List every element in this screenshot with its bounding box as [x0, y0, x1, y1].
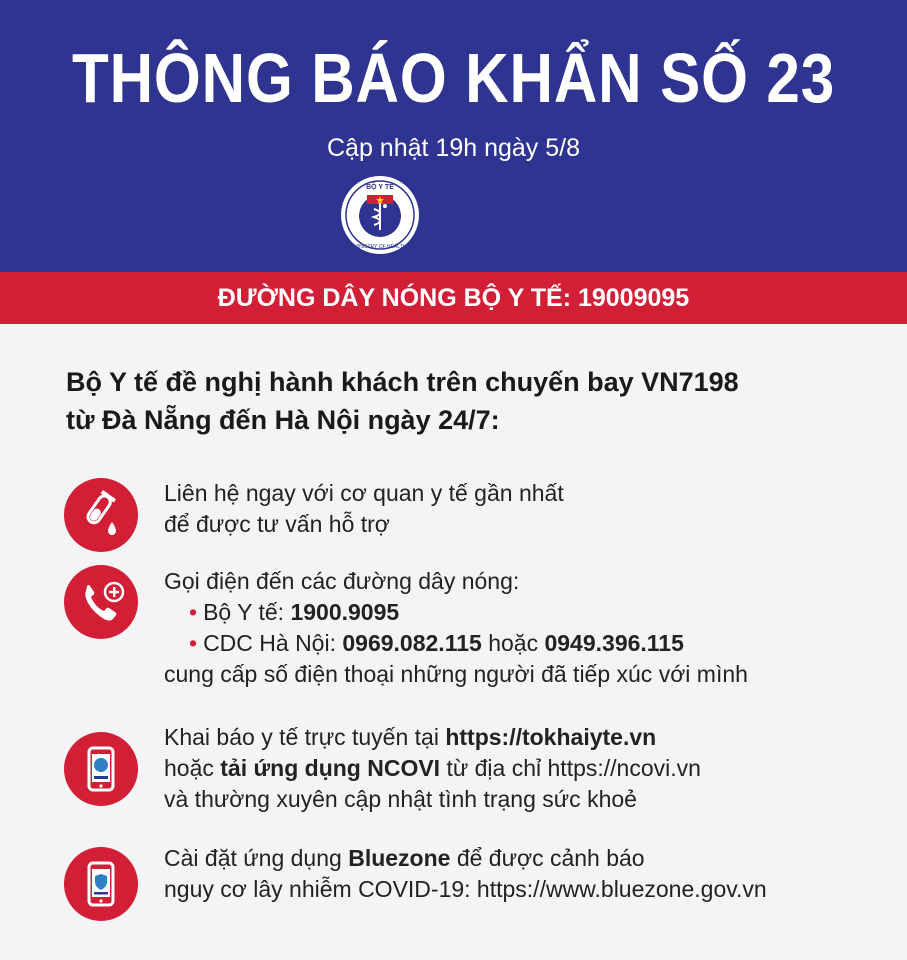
- header-banner: [0, 0, 907, 272]
- item-1-line-1: Liên hệ ngay với cơ quan y tế gần nhất: [164, 480, 564, 506]
- bullet-1-label: Bộ Y tế:: [203, 599, 291, 625]
- tokhaiyte-link[interactable]: https://tokhaiyte.vn: [445, 724, 657, 750]
- ministry-of-health-logo: [340, 175, 420, 255]
- logo-top-text: BỘ Y TẾ: [366, 184, 394, 191]
- bullet-1-number: 1900.9095: [290, 599, 400, 625]
- update-timestamp: Cập nhật 19h ngày 5/8: [327, 134, 580, 162]
- item-3-line-2: [164, 753, 701, 784]
- bluezone-app-label: Bluezone: [348, 845, 451, 871]
- intro-heading: [66, 363, 739, 439]
- item-3-line-1-prefix: Khai báo y tế trực tuyến tại: [164, 724, 446, 750]
- item-2-line-last: cung cấp số điện thoại những người đã tiếp xúc với mình: [164, 661, 748, 687]
- mobile-app-bluezone-icon: [64, 847, 138, 921]
- item-3-line-3: và thường xuyên cập nhật tình trạng sức khoẻ: [164, 786, 637, 812]
- test-tube-blood-icon: [64, 478, 138, 552]
- item-4-text: [164, 843, 767, 905]
- hotline-bullet-cdc: [164, 628, 748, 659]
- item-3-line-1: [164, 722, 701, 753]
- hotline-bar: ĐƯỜNG DÂY NÓNG BỘ Y TẾ: 19009095: [0, 272, 907, 324]
- item-4-line-2: nguy cơ lây nhiễm COVID-19: https://www.bluezone.gov.vn: [164, 876, 767, 902]
- item-4-line-1-suffix: để được cảnh báo: [450, 845, 645, 871]
- bullet-2-number-2: 0949.396.115: [544, 630, 684, 656]
- bullet-icon: •: [189, 599, 198, 625]
- item-1-line-2: để được tư vấn hỗ trợ: [164, 511, 390, 537]
- item-1-text: [164, 478, 564, 540]
- phone-medical-icon: [64, 565, 138, 639]
- bullet-2-label: CDC Hà Nội:: [203, 630, 343, 656]
- item-3-line-2-prefix: hoặc: [164, 755, 221, 781]
- item-4-line-1: [164, 843, 767, 874]
- item-3-line-2-suffix: từ địa chỉ https://ncovi.vn: [440, 755, 701, 781]
- bullet-2-number-1: 0969.082.115: [342, 630, 482, 656]
- item-4-line-1-prefix: Cài đặt ứng dụng: [164, 845, 349, 871]
- ncovi-app-label: tải ứng dụng NCOVI: [220, 755, 441, 781]
- hotline-bullet-moh: [164, 597, 748, 628]
- intro-line-2: từ Đà Nẵng đến Hà Nội ngày 24/7:: [66, 405, 500, 435]
- bullet-2-or: hoặc: [481, 630, 545, 656]
- intro-line-1: Bộ Y tế đề nghị hành khách trên chuyến bay VN7198: [66, 367, 739, 397]
- mobile-app-ncovi-icon: [64, 732, 138, 806]
- item-2-line-1: Gọi điện đến các đường dây nóng:: [164, 568, 520, 594]
- item-3-text: [164, 722, 701, 815]
- logo-bottom-text: MINISTRY OF HEALTH: [353, 244, 407, 250]
- bullet-icon: •: [189, 630, 198, 656]
- page-title: THÔNG BÁO KHẨN SỐ 23: [71, 39, 836, 117]
- item-2-text: [164, 566, 748, 690]
